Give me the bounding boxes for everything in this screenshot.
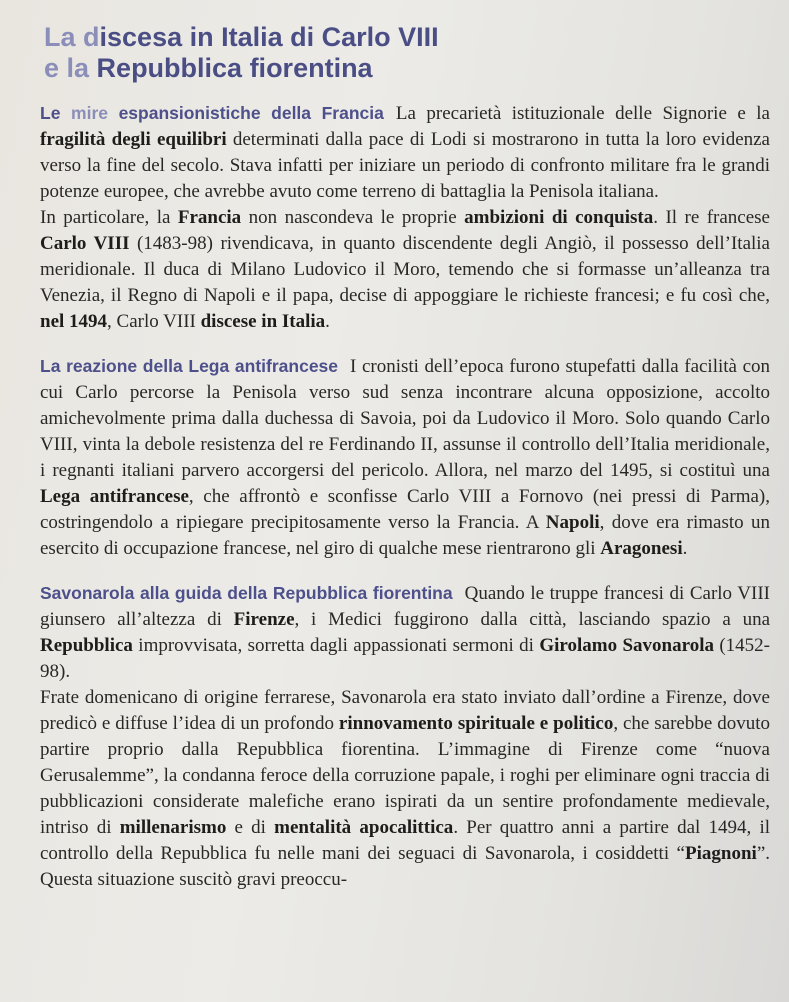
section3-paragraph1: Savonarola alla guida della Repubblica fiorentina Quando le truppe francesi di Carlo VIII giunsero all’altezza di Firenze, i Medici fuggirono dalla città, lasciando spazio a una Repubblica improvvisata, sorretta dagli appassionati sermoni di Girolamo Savonarola (1452-98). bbox=[40, 583, 770, 682]
page-title bbox=[44, 22, 439, 84]
title-line1: iscesa in Italia di Carlo VIII bbox=[99, 22, 439, 52]
section2-paragraph1: La reazione della Lega antifrancese I cronisti dell’epoca furono stupefatti dalla facilità con cui Carlo percorse la Penisola verso sud senza incontrare alcuna opposizione, accolto amichevolmente prima dalla duchessa di Savoia, poi da Ludovico il Moro. Solo quando Carlo VIII, vinta la debole resistenza del re Ferdinando II, assunse il controllo dell’Italia meridionale, i regnanti italiani parvero accorgersi del pericolo. Allora, nel marzo del 1495, si costituì una Lega antifrancese, che affrontò e sconfisse Carlo VIII a Fornovo (nei pressi di Parma), costringendolo a ripiegare precipitosamente verso la Francia. A Napoli, dove era rimasto un esercito di occupazione francese, nel giro di qualche mese rientrarono gli Aragonesi. bbox=[40, 356, 770, 559]
title-line2-faded: e la bbox=[44, 53, 90, 83]
section3-heading: Savonarola alla guida della Repubblica fiorentina bbox=[40, 583, 453, 603]
section2-heading: La reazione della Lega antifrancese bbox=[40, 356, 339, 376]
section3-paragraph2: Frate domenicano di origine ferrarese, Savonarola era stato inviato dall’ordine a Firenze, dove predicò e diffuse l’idea di un profondo rinnovamento spirituale e politico, che sarebbe dovuto partire proprio dalla Repubblica fiorentina. L’immagine di Firenze come “nuova Gerusalemme”, la condanna feroce della corruzione papale, i roghi per eliminare ogni traccia di pubblicazioni considerate malefiche erano ispirati da un sentire profondamente medievale, intriso di millenarismo e di mentalità apocalittica. Per quattro anni a partire dal 1494, il controllo della Repubblica fu nelle mani dei seguaci di Savonarola, i cosiddetti “Piagnoni”. Questa situazione suscitò gravi preoccu- bbox=[40, 687, 771, 890]
body-text bbox=[40, 100, 770, 893]
section1-paragraph1: Le mire espansionistiche della Francia La precarietà istituzionale delle Signorie e la fragilità degli equilibri determinati dalla pace di Lodi si mostrarono in tutta la loro evidenza verso la fine del secolo. Stava infatti per iniziare un periodo di confronto militare fra le grandi potenze europee, che avrebbe avuto come terreno di battaglia la Penisola italiana. bbox=[40, 103, 770, 202]
section1-paragraph2: In particolare, la Francia non nascondeva le proprie ambizioni di conquista. Il re francese Carlo VIII (1483-98) rivendicava, in quanto discendente degli Angiò, il possesso dell’Italia meridionale. Il duca di Milano Ludovico il Moro, temendo che si formasse un’alleanza tra Venezia, il Regno di Napoli e il papa, decise di appoggiare le richieste francesi; e fu così che, nel 1494, Carlo VIII discese in Italia. bbox=[40, 207, 770, 332]
title-line2: Repubblica fiorentina bbox=[89, 53, 373, 83]
title-line1-faded: La d bbox=[44, 22, 100, 52]
section1-heading: Le mire espansionistiche della Francia bbox=[40, 103, 384, 123]
